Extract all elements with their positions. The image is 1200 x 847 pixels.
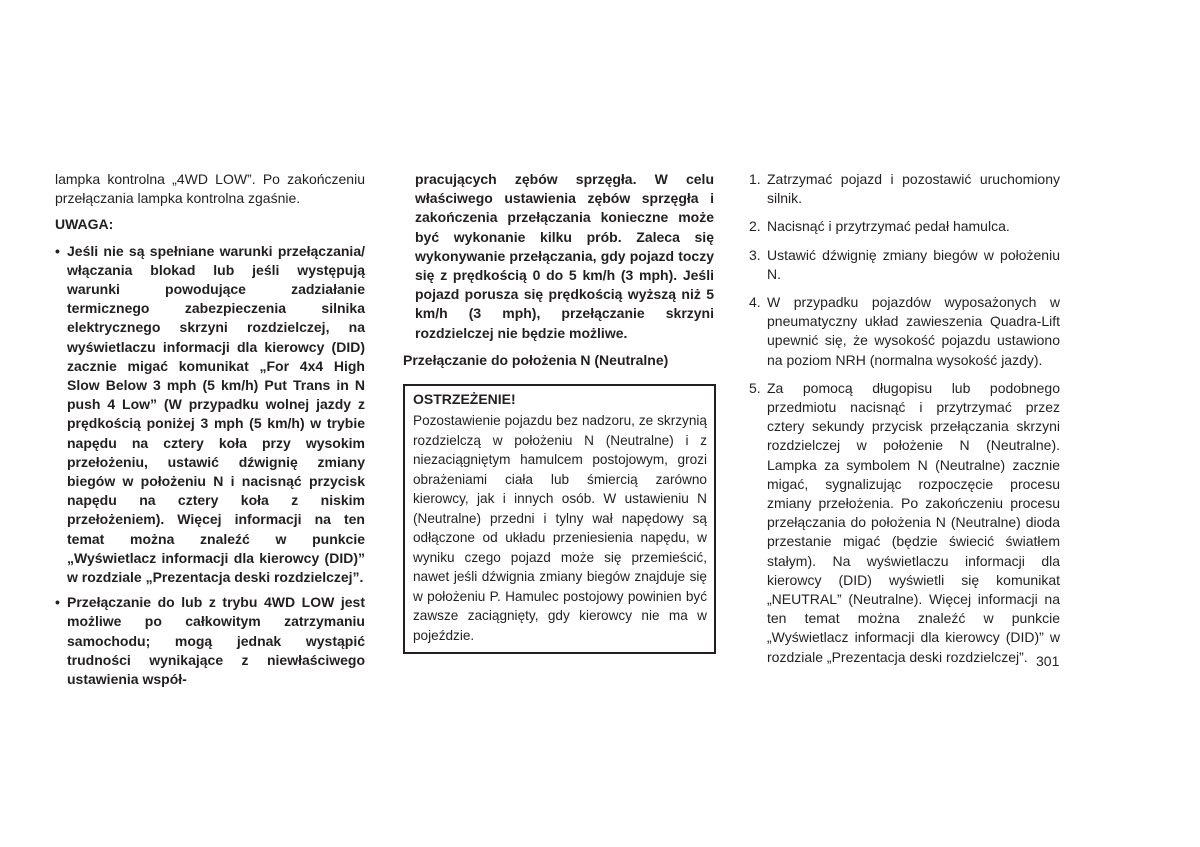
step-number: 5. xyxy=(749,379,761,396)
procedure-step xyxy=(749,246,1060,284)
step-number: 4. xyxy=(749,294,761,311)
procedure-steps xyxy=(749,170,1060,667)
note-bullet-text: Jeśli nie są spełniane warunki przełączania/ włączania blokad lub jeśli występują warunki powodujące zadziałanie termicznego zabezpieczenia silnika elektrycznego skrzyni rozdzielczej, na wyświetlaczu informacji dla kierowcy (DID) zacznie migać komunikat „For 4x4 High Slow Below 3 mph (5 km/h) Put Trans in N push 4 Low” (W przypadku wolnej jazdy z prędkością poniżej 3 mph (5 km/h) w trybie napędu na cztery koła przy wysokim przełożeniu, ustawić dźwignię zmiany biegów w położeniu N i nacisnąć przycisk napędu na cztery koła z niskim przełożeniem). Więcej informacji na ten temat można znaleźć w punkcie „Wyświetlacz informacji dla kierowcy (DID)” w rozdziale „Prezentacja deski rozdzielczej”. xyxy=(67,242,365,586)
intro-paragraph: lampka kontrolna „4WD LOW”. Po zakończeniu przełączania lampka kontrolna zgaśnie. xyxy=(55,171,365,207)
note-heading: UWAGA: xyxy=(55,216,114,233)
warning-box xyxy=(403,384,716,654)
step-text: Zatrzymać pojazd i pozostawić uruchomiony silnik. xyxy=(767,171,1060,207)
bullet-icon: • xyxy=(55,594,60,611)
procedure-step xyxy=(749,170,1060,208)
left-column xyxy=(55,170,365,695)
step-text: Nacisnąć i przytrzymać pedał hamulca. xyxy=(767,218,1010,235)
note-bullet-text: Przełączanie do lub z trybu 4WD LOW jest możliwe po całkowitym zatrzymaniu samochodu; mogą jednak wystąpić trudności wynikające z niewłaściwego ustawienia współ- xyxy=(67,594,365,688)
step-number: 3. xyxy=(749,246,761,263)
step-number: 2. xyxy=(749,218,761,235)
middle-column xyxy=(403,170,714,654)
procedure-step xyxy=(749,217,1060,236)
note-bullet-item xyxy=(55,242,365,588)
step-text: Ustawić dźwignię zmiany biegów w położeniu N. xyxy=(767,246,1060,282)
right-column xyxy=(749,170,1060,676)
step-number: 1. xyxy=(749,171,761,187)
step-text: Za pomocą długopisu lub podobnego przedmiotu nacisnąć i przytrzymać przez cztery sekundy przycisk przełączania skrzyni rozdzielczej w położenie N (Neutralne). Lampka za symbolem N (Neutralne) zacznie migać, sygnalizując rozpoczęcie procesu zmiany przełożenia. Po zakończeniu procesu przełączania do położenia N (Neutralne) dioda przestanie migać (będzie świecić światłem stałym). Na wyświetlaczu informacji dla kierowcy (DID) wyświetli się komunikat „NEUTRAL” (Neutralne). Więcej informacji na ten temat można znaleźć w punkcie „Wyświetlacz informacji dla kierowcy (DID)” w rozdziale „Prezentacja deski rozdzielczej”. xyxy=(767,379,1060,665)
note-bullet-item xyxy=(55,593,365,689)
procedure-step xyxy=(749,293,1060,370)
note-bullet-list xyxy=(55,242,365,690)
procedure-step xyxy=(749,379,1060,667)
warning-text: Pozostawienie pojazdu bez nadzoru, ze skrzynią rozdzielczą w położeniu N (Neutralne) i z niezaciągniętym hamulcem postojowym, grozi obrażeniami ciała lub śmiercią zarówno kierowcy, jak i innych osób. W ustawieniu N (Neutralne) przedni i tylny wał napędowy są odłączone od układu przeniesienia napędu, w wyniku czego pojazd może się przemieścić, nawet jeśli dźwignia zmiany biegów znajduje się w położeniu P. Hamulec postojowy powinien być zawsze zaciągnięty, gdy kierowcy nie ma w pojeździe. xyxy=(413,413,707,643)
step-text: W przypadku pojazdów wyposażonych w pneumatyczny układ zawieszenia Quadra-Lift upewnić się, że wysokość pojazdu ustawiono na poziom NRH (normalna wysokość jazdy). xyxy=(767,294,1060,368)
page-number: 301 xyxy=(1036,653,1060,669)
section-heading: Przełączanie do położenia N (Neutralne) xyxy=(403,351,669,368)
bullet-continuation: pracujących zębów sprzęgła. W celu właściwego ustawienia zębów sprzęgła i zakończenia przełączania konieczne może być wykonanie kilku prób. Zaleca się wykonywanie przełączania, gdy pojazd toczy się z prędkością 0 do 5 km/h (3 mph). Jeśli pojazd porusza się prędkością wyższą niż 5 km/h (3 mph), przełączanie skrzyni rozdzielczej nie będzie możliwe. xyxy=(415,171,714,341)
bullet-icon: • xyxy=(55,242,60,259)
warning-title: OSTRZEŻENIE! xyxy=(413,391,516,408)
